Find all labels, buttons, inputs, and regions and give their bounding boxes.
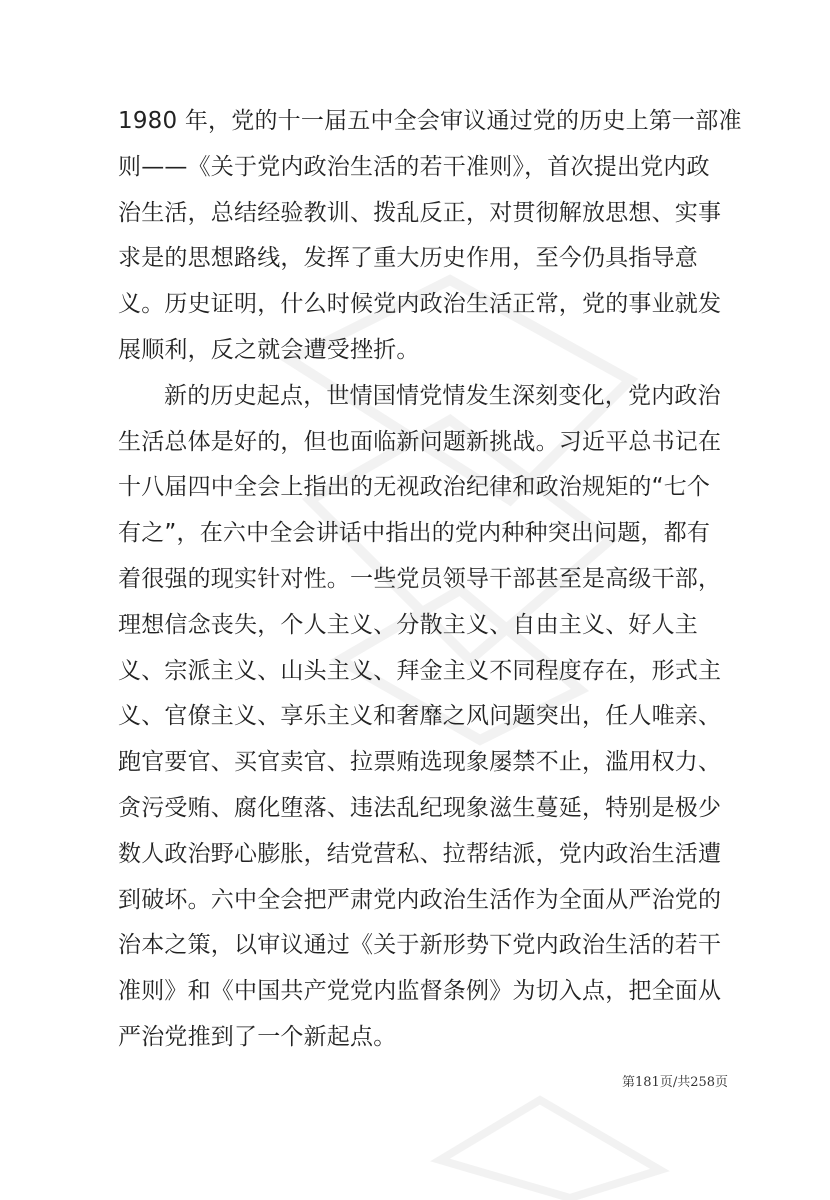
- text-line: 有之”，在六中全会讲话中指出的党内种种突出问题，都有: [118, 520, 711, 547]
- text-line: 着很强的现实针对性。一些党员领导干部甚至是高级干部，: [118, 565, 722, 592]
- text-line: 义。历史证明，什么时候党内政治生活正常，党的事业就发: [118, 291, 722, 318]
- text-line: 十八届四中全会上指出的无视政治纪律和政治规矩的“七个: [118, 474, 711, 501]
- text-line: 跑官要官、买官卖官、拉票贿选现象屡禁不止，滥用权力、: [118, 749, 722, 776]
- text-line: 1980 年，党的十一届五中全会审议通过党的历史上第一部准: [118, 108, 742, 134]
- page-indicator: 第181页/共258页: [622, 1075, 729, 1090]
- text-line: 义、宗派主义、山头主义、拜金主义不同程度存在，形式主: [118, 657, 722, 684]
- text-line: 生活总体是好的，但也面临新问题新挑战。习近平总书记在: [118, 428, 722, 455]
- body-text: [118, 99, 742, 1061]
- text-line: 求是的思想路线，发挥了重大历史作用，至今仍具指导意: [118, 245, 698, 272]
- text-line: 贪污受贿、腐化堕落、违法乱纪现象滋生蔓延，特别是极少: [118, 794, 722, 821]
- watermark-logo-bottom: [420, 1080, 680, 1200]
- text-line: 到破坏。六中全会把严肃党内政治生活作为全面从严治党的: [118, 886, 722, 913]
- text-line: 理想信念丧失，个人主义、分散主义、自由主义、好人主: [118, 611, 698, 638]
- paragraph-1: [118, 99, 742, 374]
- text-line: 严治党推到了一个新起点。: [118, 1023, 397, 1050]
- text-line: 展顺利，反之就会遭受挫折。: [118, 336, 420, 363]
- text-line: 新的历史起点，世情国情党情发生深刻变化，党内政治: [164, 382, 721, 409]
- text-line: 数人政治野心膨胀，结党营私、拉帮结派，党内政治生活遭: [118, 840, 722, 867]
- text-line: 治生活，总结经验教训、拨乱反正，对贯彻解放思想、实事: [118, 199, 722, 226]
- text-line: 治本之策，以审议通过《关于新形势下党内政治生活的若干: [118, 932, 722, 959]
- text-line: 则——《关于党内政治生活的若干准则》，首次提出党内政: [118, 153, 710, 180]
- text-line: 准则》和《中国共产党党内监督条例》为切入点，把全面从: [118, 978, 722, 1005]
- paragraph-2: [118, 374, 722, 1061]
- text-line: 义、官僚主义、享乐主义和奢靡之风问题突出，任人唯亲、: [118, 703, 722, 730]
